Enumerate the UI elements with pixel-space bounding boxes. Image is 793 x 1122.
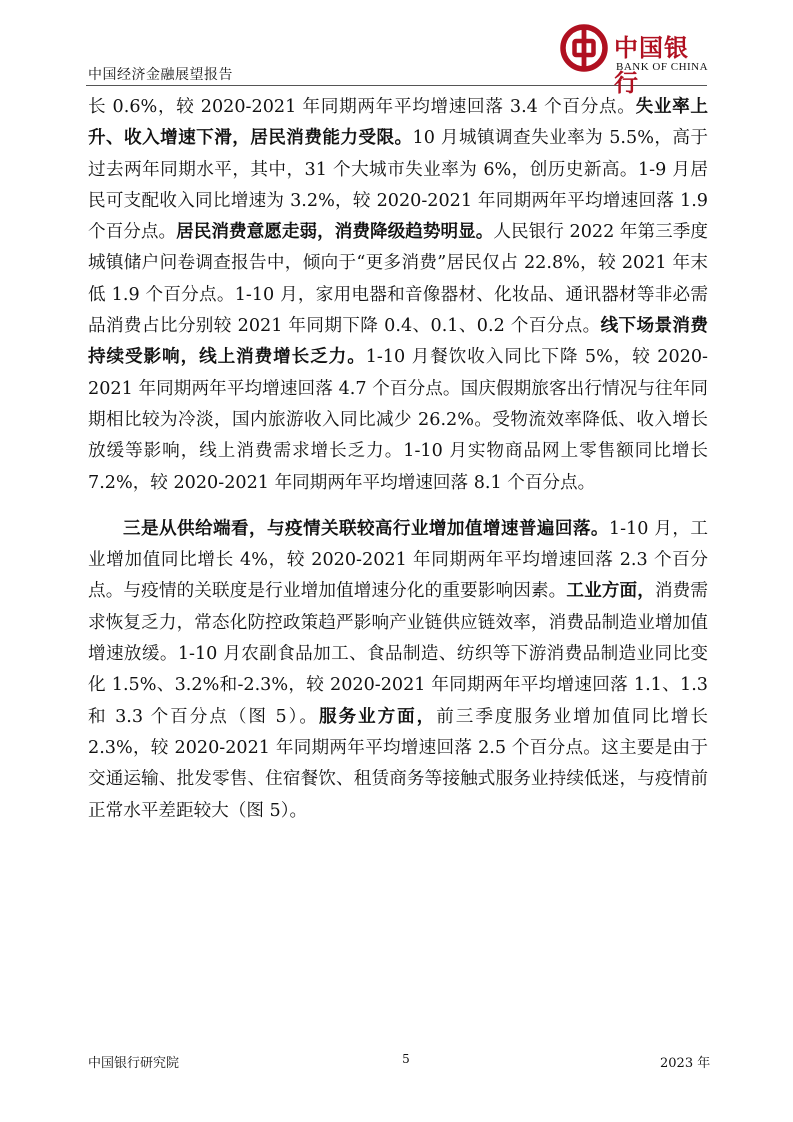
- bold-heading: 服务业方面，: [318, 706, 437, 727]
- text-run: 10 月城镇调查失业率为 5.5%，高于过去两年同期水平，其中，31 个大城市失业率为 6%，创历史新高。1-9 月居民可支配收入同比增速为 3.2%，较 2020-2021 年同期两年平均增速回落 1.9 个百分点。: [88, 128, 708, 243]
- logo-english-name: BANK OF CHINA: [616, 61, 709, 73]
- bold-heading: 三是从供给端看，与疫情关联较高行业增加值增速普遍回落。: [123, 518, 609, 539]
- bank-of-china-emblem-icon: [560, 24, 608, 72]
- page-number: 5: [402, 1052, 410, 1066]
- bold-heading: 线下场景消费持续受影响，线上消费增长乏力。: [88, 316, 708, 368]
- bank-logo: [560, 24, 710, 97]
- paragraph-supply-side: [88, 514, 708, 827]
- text-run: 1-10 月餐饮收入同比下降 5%，较 2020-2021 年同期两年平均增速回落 4.7 个百分点。国庆假期旅客出行情况与往年同期相比较为冷淡，国内旅游收入同比减少 26.2%。受物流效率降低、收入增长放缓等影响，线上消费需求增长乏力。1-10 月实物商品网上零售额同比增长 7.2%，较 2020-2021 年同期两年平均增速回落 8.1 个百分点。: [88, 347, 708, 493]
- bold-heading: 失业率上升、收入增速下滑，居民消费能力受限。: [88, 97, 708, 149]
- bold-heading: 工业方面，: [566, 581, 655, 602]
- footer-year: 2023 年: [660, 1056, 711, 1071]
- logo-chinese-name: 中国银行: [614, 33, 689, 97]
- bold-heading: 居民消费意愿走弱，消费降级趋势明显。: [176, 222, 494, 243]
- text-run: 1-10 月，工业增加值同比增长 4%，较 2020-2021 年同期两年平均增速回落 2.3 个百分点。与疫情的关联度是行业增加值增速分化的重要影响因素。: [88, 518, 708, 602]
- footer-institution: 中国银行研究院: [88, 1056, 180, 1071]
- text-run: 前三季度服务业增加值同比增长 2.3%，较 2020-2021 年同期两年平均增速回落 2.5 个百分点。这主要是由于交通运输、批发零售、住宿餐饮、租赁商务等接触式服务业持续低迷，与疫情前正常水平差距较大（图 5）。: [88, 706, 708, 821]
- report-body: [88, 92, 708, 827]
- paragraph-consumption: [88, 92, 708, 499]
- text-run: 人民银行 2022 年第三季度城镇储户问卷调查报告中，倾向于“更多消费”居民仅占 22.8%，较 2021 年末低 1.9 个百分点。1-10 月，家用电器和音像器材、化妆品、通讯器材等非必需品消费占比分别较 2021 年同期下降 0.4、0.1、0.2 个百分点。: [88, 222, 708, 337]
- report-title: 中国经济金融展望报告: [88, 67, 233, 83]
- text-run: 消费需求恢复乏力，常态化防控政策趋严影响产业链供应链效率，消费品制造业增加值增速放缓。1-10 月农副食品加工、食品制造、纺织等下游消费品制造业同比变化 1.5%、3.2%和-2.3%，较 2020-2021 年同期两年平均增速回落 1.1、1.3 和 3.3 个百分点（图 5）。: [88, 581, 708, 727]
- text-run: 长 0.6%，较 2020-2021 年同期两年平均增速回落 3.4 个百分点。: [88, 97, 636, 117]
